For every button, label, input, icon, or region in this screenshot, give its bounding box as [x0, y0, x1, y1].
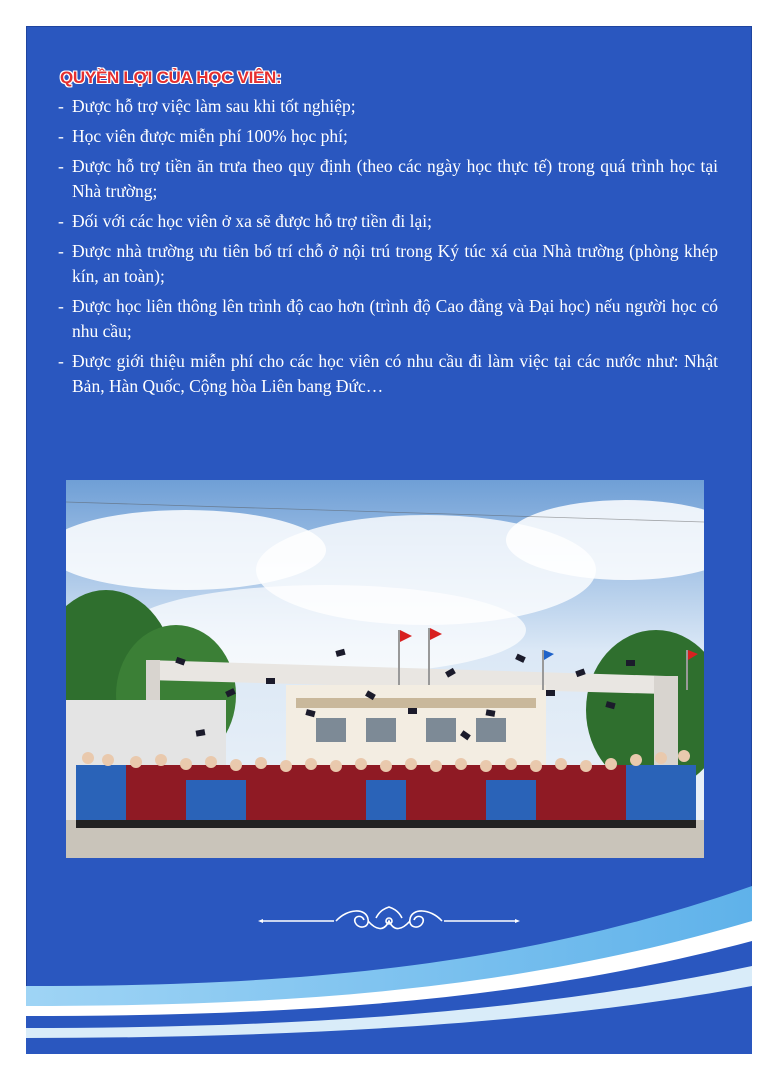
benefits-list — [58, 94, 718, 404]
benefit-item: - Được học liên thông lên trình độ cao hơn (trình độ Cao đẳng và Đại học) nếu người học có nhu cầu; — [58, 294, 718, 344]
benefit-item: - Được hỗ trợ tiền ăn trưa theo quy định (theo các ngày học thực tế) trong quá trình học tại Nhà trường; — [58, 154, 718, 204]
benefit-item: - Được giới thiệu miễn phí cho các học viên có nhu cầu đi làm việc tại các nước như: Nhật Bản, Hàn Quốc, Cộng hòa Liên bang Đức… — [58, 349, 718, 399]
benefits-heading: QUYỀN LỢI CỦA HỌC VIÊN: — [60, 68, 282, 87]
benefit-item: - Được hỗ trợ việc làm sau khi tốt nghiệp; — [58, 94, 718, 119]
graduation-photo — [66, 480, 704, 858]
benefit-item: - Học viên được miễn phí 100% học phí; — [58, 124, 718, 149]
benefit-item: - Đối với các học viên ở xa sẽ được hỗ trợ tiền đi lại; — [58, 209, 718, 234]
benefit-item: - Được nhà trường ưu tiên bố trí chỗ ở nội trú trong Ký túc xá của Nhà trường (phòng khép kín, an toàn); — [58, 239, 718, 289]
decorative-wave — [26, 866, 752, 1054]
brochure-panel — [26, 26, 752, 1054]
